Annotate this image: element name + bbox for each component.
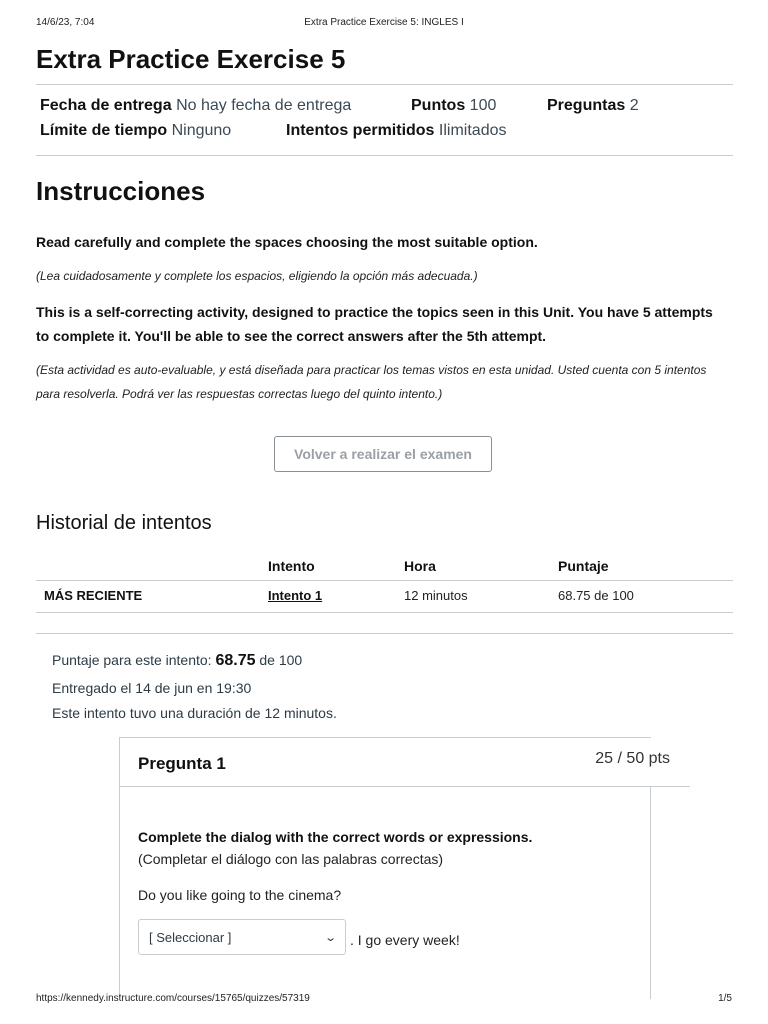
instructions-paragraph-es: (Esta actividad es auto-evaluable, y está diseñada para practicar los temas vistos en esta unidad. Usted cuenta con 5 intentos para resolverla. Podrá ver las respuestas correctas luego del quinto intento.): [36, 363, 707, 401]
question-text-after-select: . I go every week!: [350, 932, 460, 948]
score-prefix: Puntaje para este intento:: [52, 652, 212, 668]
attempts-meta: [286, 122, 506, 140]
score-suffix: de 100: [259, 652, 303, 668]
divider: [36, 84, 733, 85]
print-header: [36, 17, 732, 31]
attempt-score: 68.75 de 100: [558, 588, 634, 603]
print-document-title: Extra Practice Exercise 5: INGLES I: [304, 17, 464, 28]
questions-label: Preguntas: [547, 97, 626, 114]
duration-text: Este intento tuvo una duración de 12 minutos.: [52, 705, 337, 721]
page-title: Extra Practice Exercise 5: [36, 44, 346, 74]
attempt-time: 12 minutos: [404, 588, 468, 603]
print-footer: [36, 993, 732, 1007]
question-header: [120, 738, 690, 787]
time-limit-meta: [40, 122, 231, 140]
time-limit-value: Ninguno: [171, 122, 232, 139]
due-value: No hay fecha de entrega: [176, 97, 352, 114]
time-limit-label: Límite de tiempo: [40, 122, 168, 139]
select-value: [ Seleccionar ]: [149, 929, 232, 945]
row-label: MÁS RECIENTE: [44, 588, 143, 603]
print-date: 14/6/23, 7:04: [36, 17, 95, 28]
question-prompt: Do you like going to the cinema?: [138, 887, 342, 903]
divider: [36, 155, 733, 156]
instructions-paragraph: This is a self-correcting activity, designed to practice the topics seen in this Unit. You have 5 attempts to complete it. You'll be able to see the correct answers after the 5th attempt.: [36, 304, 713, 344]
attempt-history-heading: Historial de intentos: [36, 512, 212, 534]
questions-value: 2: [629, 97, 639, 114]
retake-quiz-button[interactable]: Volver a realizar el examen: [274, 436, 492, 472]
submitted-text: Entregado el 14 de jun en 19:30: [52, 680, 252, 696]
question-instruction-es: (Completar el diálogo con las palabras correctas): [138, 851, 444, 867]
instructions-paragraph: Read carefully and complete the spaces choosing the most suitable option.: [36, 234, 538, 250]
divider: [36, 580, 733, 581]
table-row: [36, 584, 733, 612]
points-label: Puntos: [411, 97, 466, 114]
attempt-link[interactable]: Intento 1: [268, 588, 323, 603]
instructions-heading: Instrucciones: [36, 176, 206, 206]
attempts-label: Intentos permitidos: [286, 122, 435, 139]
table-header: [36, 554, 733, 580]
attempts-value: Ilimitados: [438, 122, 507, 139]
score-value: 68.75: [215, 652, 256, 669]
column-header-score: Puntaje: [558, 558, 609, 574]
points-meta: [411, 97, 496, 115]
answer-select[interactable]: [138, 919, 346, 955]
instructions-paragraph-es: (Lea cuidadosamente y complete los espacios, eligiendo la opción más adecuada.): [36, 269, 478, 283]
divider: [36, 612, 733, 613]
due-label: Fecha de entrega: [40, 97, 172, 114]
points-value: 100: [469, 97, 497, 114]
attempt-score-summary: [52, 652, 302, 670]
chevron-down-icon: ⌄: [323, 931, 337, 944]
questions-meta: [547, 97, 639, 115]
column-header-time: Hora: [404, 558, 436, 574]
question-title: Pregunta 1: [138, 754, 226, 773]
question-instruction: Complete the dialog with the correct words or expressions.: [138, 829, 533, 845]
print-url: https://kennedy.instructure.com/courses/15765/quizzes/57319: [36, 993, 310, 1004]
divider: [36, 633, 733, 634]
question-card: [119, 737, 670, 998]
print-page-number: 1/5: [718, 993, 732, 1004]
question-points: 25 / 50 pts: [595, 750, 670, 767]
quiz-meta-row-1: [40, 97, 351, 115]
column-header-attempt: Intento: [268, 558, 315, 574]
question-body: [120, 787, 651, 999]
